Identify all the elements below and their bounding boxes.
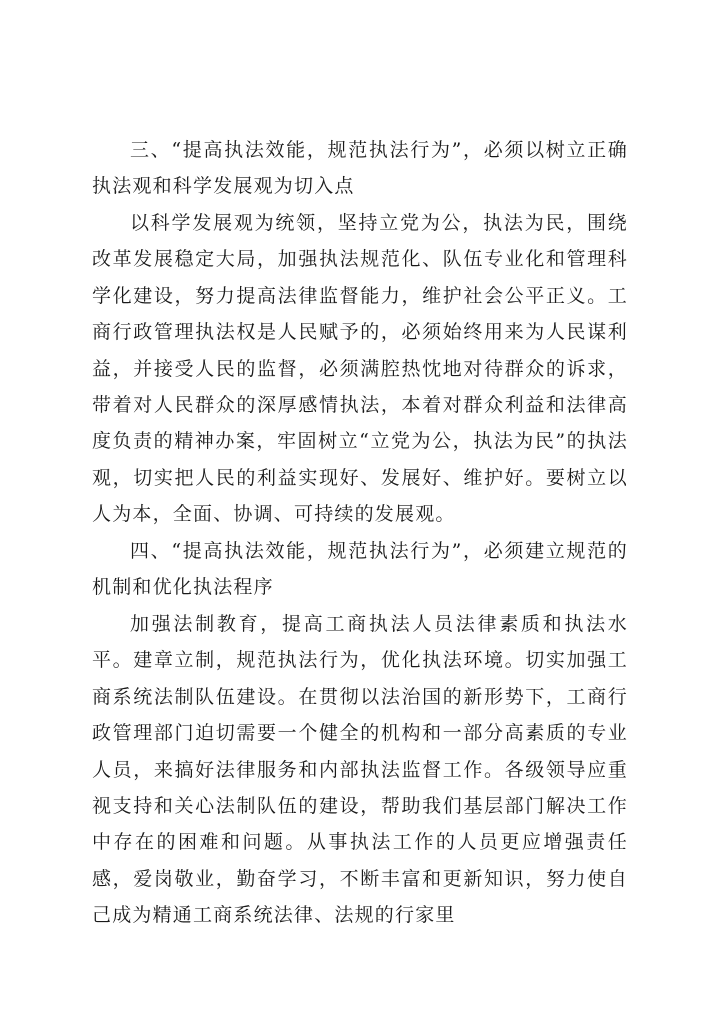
section-3-paragraph: 以科学发展观为统领，坚持立党为公，执法为民，围绕改革发展稳定大局，加强执法规范化、队伍专业化和管理科学化建设，努力提高法律监督能力，维护社会公平正义。工商行政管理执法权是人民赋予的，必须始终用来为人民谋利益，并接受人民的监督，必须满腔热忱地对待群众的诉求，带着对人民群众的深厚感情执法，本着对群众利益和法律高度负责的精神办案，牢固树立“立党为公，执法为民”的执法观，切实把人民的利益实现好、发展好、维护好。要树立以人为本，全面、协调、可持续的发展观。 [92,212,628,526]
section-4-paragraph: 加强法制教育，提高工商执法人员法律素质和执法水平。建章立制，规范执法行为，优化执法环境。切实加强工商系统法制队伍建设。在贯彻以法治国的新形势下，工商行政管理部门迫切需要一个健全的机构和一部分高素质的专业人员，来搞好法律服务和内部执法监督工作。各级领导应重视支持和关心法制队伍的建设，帮助我们基层部门解决工作中存在的困难和问题。从事执法工作的人员更应增强责任感，爱岗敬业，勤奋学习，不断丰富和更新知识，努力使自己成为精通工商系统法律、法规的行家里 [92,613,628,927]
section-3-heading: 三、“提高执法效能，规范执法行为”，必须以树立正确执法观和科学发展观为切入点 [92,139,628,198]
section-4-heading: 四、“提高执法效能，规范执法行为”，必须建立规范的机制和优化执法程序 [92,540,628,599]
